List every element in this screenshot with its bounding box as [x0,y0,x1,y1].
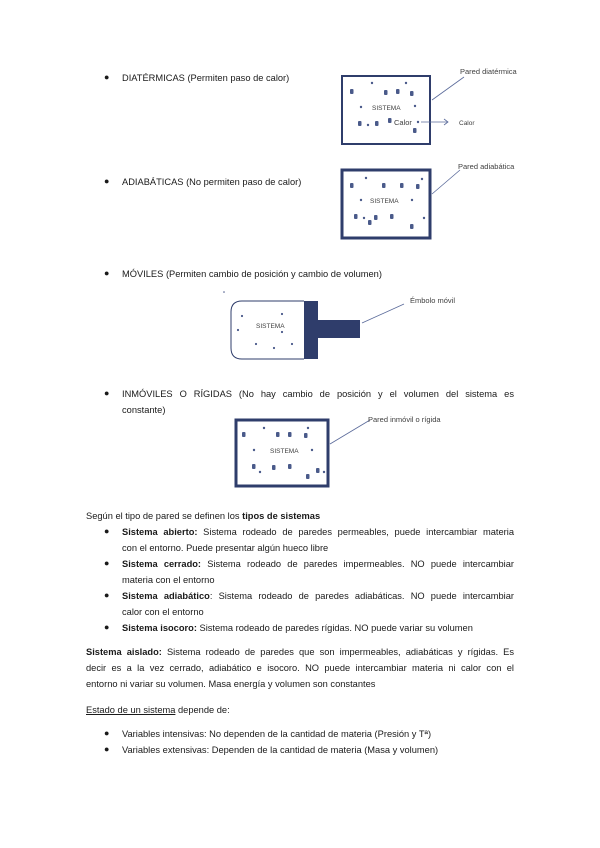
system-label: SISTEMA [372,105,401,112]
bullet: ● [104,728,110,738]
system-closed: Sistema cerrado: Sistema rodeado de paredes impermeables. NO puede intercambiar [122,559,514,569]
piston-pointer [362,304,404,323]
mobile-wall-figure [222,286,502,366]
diathermic-wall-figure [336,62,536,152]
system-label: SISTEMA [256,323,285,330]
wall-type-desc: (No permiten paso de calor) [186,177,302,187]
system-open-cont: con el entorno. Puede presentar algún hueco libre [122,543,329,553]
system-adiabatic-cont: calor con el entorno [122,607,204,617]
system-closed-cont: materia con el entorno [122,575,215,585]
heat-label: Calor [459,120,475,127]
bullet: ● [104,744,110,754]
wall-pointer [432,77,464,100]
wall-label: Pared inmóvil o rígida [368,415,441,424]
bullet: ● [104,268,110,278]
piston-rod [318,320,360,338]
heat-label-inner: Calor [394,118,412,127]
wall-type-name: MÓVILES [122,269,164,279]
system-isochoric: Sistema isocoro: Sistema rodeado de paredes rígidas. NO puede variar su volumen [122,623,473,633]
bullet: ● [104,558,110,568]
piston [304,301,318,359]
system-label: SISTEMA [370,198,399,205]
wall-type-adiabatic [122,174,301,190]
bullet: ● [104,526,110,536]
bullet: ● [104,72,110,82]
particles [237,313,293,349]
variable-intensive: Variables intensivas: No dependen de la cantidad de materia (Presión y Tª) [122,729,432,739]
wall-type-name: ADIABÁTICAS [122,177,184,187]
wall-type-name: DIATÉRMICAS [122,73,185,83]
system-adiabatic: Sistema adiabático: Sistema rodeado de paredes adiabáticas. NO puede intercambiar [122,591,514,601]
isolated-system-line1: Sistema aislado: Sistema rodeado de paredes que son impermeables, adiabáticas y rígidas. Es [86,647,515,657]
rigid-wall-figure [230,410,480,490]
wall-type-mobile [122,266,382,282]
bullet: ● [104,176,110,186]
system-label: SISTEMA [270,448,299,455]
adiabatic-wall-figure [336,158,536,243]
wall-type-diathermic [122,70,289,86]
wall-label: Pared diatérmica [460,67,517,76]
isolated-system-line3: entorno ni variar su volumen. Masa energía y volumen son constantes [86,679,376,689]
wall-type-desc: (Permiten cambio de posición y cambio de volumen) [165,269,382,279]
wall-type-desc: (Permiten paso de calor) [187,73,290,83]
wall-type-rigid [122,386,514,402]
wall-type-desc: (No hay cambio de posición y el volumen del sistema es [238,389,514,399]
wall-label: Pared adiabática [458,162,515,171]
cylinder [231,301,304,359]
piston-label: Émbolo móvil [410,296,456,305]
bullet: ● [104,622,110,632]
wall-type-name: INMÓVILES O RÍGIDAS [122,389,232,399]
isolated-system-line2: decir es a la vez cerrado, adiabático e isocoro. NO puede intercambiar materia ni calor con el [86,663,514,673]
bullet: ● [104,590,110,600]
wall-type-desc-cont: constante) [122,405,166,415]
wall-pointer [330,420,370,444]
system-open: Sistema abierto: Sistema rodeado de paredes permeables, puede intercambiar materia [122,527,514,537]
systems-intro: Según el tipo de pared se definen los tipos de sistemas [86,511,321,521]
state-heading: Estado de un sistema depende de: [86,705,230,715]
bullet: ● [104,388,110,398]
wall-pointer [432,170,460,194]
variable-extensive: Variables extensivas: Dependen de la cantidad de materia (Masa y volumen) [122,745,439,755]
